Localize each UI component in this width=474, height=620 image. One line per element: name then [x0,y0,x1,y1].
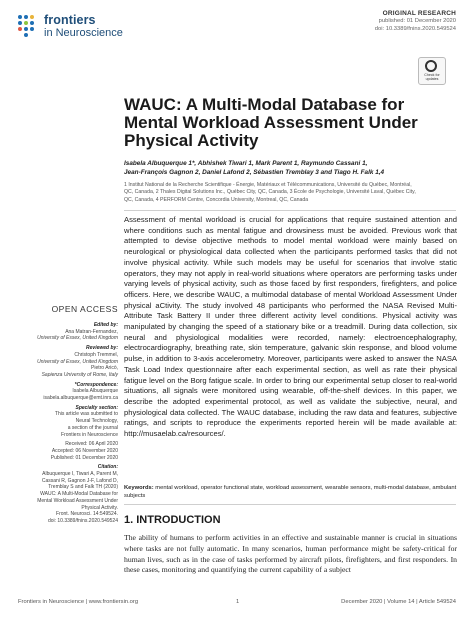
check-updates-label: Check for updates [424,73,440,81]
frontiers-logo[interactable] [18,13,158,47]
page-footer [18,599,456,609]
check-for-updates-button[interactable] [418,57,446,85]
published-date: Published: 01 December 2020 [50,454,118,461]
specialty-line: a section of the journal [67,424,118,431]
author-line: Jean-François Gagnon 2, Daniel Lafond 2, Sébastien Tremblay 3 and Tiago H. Falk 1,4 [124,169,385,176]
citation-line: Tremblay S and Falk TH (2020) [48,484,118,491]
publisher-name: frontiers [44,13,96,27]
open-access-label: OPEN ACCESS [51,304,118,314]
affiliation-line: 1 Institut National de la Recherche Scientifique - Énergie, Matériaux et Télécommunications, Université du Québec, Montréal, [124,182,412,188]
affiliations [124,182,454,204]
author-line: Isabela Albuquerque 1*, Abhishek Tiwari 1, Mark Parent 1, Raymundo Cassani 1, [124,160,368,167]
footer-journal[interactable]: Frontiers in Neuroscience | www.frontiersin.org [18,599,139,605]
footer-volume: December 2020 | Volume 14 | Article 549524 [341,599,456,605]
correspondence-name: Isabela Albuquerque [72,388,118,395]
intro-paragraph: The ability of humans to perform activities in an effective and sustainable manner is crucial in situations where tasks are not fully automatic. In many scenarios, human performance might be safety-critical for human lives, such as in the case of tasks performed by aircraft pilots, firefighters, and first responders. In these cases, monitoring and quantifying the current capability of a subject [124,533,457,575]
editor-affiliation: University of Essex, United Kingdom [37,335,118,342]
citation-line: Mental Workload Assessment Under [37,497,118,504]
editor-name: Ana Matran-Fernandez, [65,328,118,335]
citation-line: doi: 10.3389/fnins.2020.549524 [47,517,118,524]
keywords-label: Keywords: [124,485,154,491]
reviewed-label: Reviewed by: [86,345,118,352]
citation-label: Citation: [97,464,118,471]
specialty-line: Frontiers in Neuroscience [61,431,118,438]
received-date: Received: 06 April 2020 [65,441,118,448]
specialty-line: Neural Technology, [75,418,118,425]
article-info-sidebar [18,322,118,528]
frontiers-logo-icon [18,15,40,41]
citation-line: Albuquerque I, Tiwari A, Parent M, [42,471,118,478]
divider [124,210,456,211]
affiliation-line: QC, Canada, 4 PERFORM Centre, Concordia University, Montreal, QC, Canada [124,196,309,203]
refresh-icon [425,60,437,72]
specialty-line: This article was submitted to [54,411,118,418]
affiliation-line: QC, Canada, 2 Thales Digital Solutions Inc., Québec City, QC, Canada, 3 École de Psychologie, Université Laval, Québec City, [124,189,416,196]
published-date: published: 01 December 2020 [378,18,456,24]
keywords-text: mental workload, operator functional state, workload assessment, wearable sensors, multi-modal database, ambulant subjects [124,485,457,499]
reviewer-name: Pietro Aricò, [91,365,118,372]
abstract: Assessment of mental workload is crucial for applications that require sustained attention and where conditions such as mental fatigue and drowsiness must be avoided. Previous work that attempted to devise objective methods to model mental workload were mainly based on neurological or physiological data collected when the participants performed tasks that did not involve physical activity. While such models may be useful for scenarios that involve static operators, they may not apply in real-world situations where operators are performing tasks under varying levels of physical activity, such as those faced by first responders, firefighters, and police officers. Here, we describe WAUC, a multimodal database of mental Workload Assessment Under physical aCtivity. The study involved 48 participants who performed the NASA Revised Multi-Attribute Task Battery II under three different activity level conditions. Physical activity was manipulated by changing the speed of a stationary bike or a treadmill. During data collection, six neural and physiological modalities were recorded, namely: electroencephalography, electrocardiography, breathing rate, skin temperature, galvanic skin response, and blood volume pulse, in addition to 3-axis accelerometry. Moreover, participants were asked to answer the NASA Task Load Index questionnaire after each experimental section, as well as rate their physical fatigue level on the Borg fatigue scale. In order to bring our experimental setup closer to real-world situations, all signals were monitored using wearable, off-the-shelf devices. In this paper, we describe the adopted experimental protocol, as well as validate the subjective, neural, and physiological data collected. The WAUC database, including the raw data and features, subjective ratings, and scripts to reproduce the experiments reported herein will be made available at: http://musaelab.ca/resources/. [124,215,457,439]
article-type: ORIGINAL RESEARCH [382,10,456,17]
section-heading: 1. INTRODUCTION [124,514,221,526]
article-title: WAUC: A Multi-Modal Database for Mental Workload Assessment Under Physical Activity [124,95,418,150]
edited-label: Edited by: [93,322,118,328]
citation-line: WAUC: A Multi-Modal Database for [40,491,118,498]
citation-line: Front. Neurosci. 14:549524. [56,511,118,518]
correspondence-label: *Correspondence: [74,381,118,388]
reviewer-name: Christoph Tremmel, [74,351,118,358]
correspondence-email[interactable]: isabela.albuquerque@emt.inrs.ca [43,395,118,402]
reviewer-affiliation: University of Essex, United Kingdom [37,358,118,365]
journal-name: in Neuroscience [44,27,123,39]
doi[interactable]: doi: 10.3389/fnins.2020.549524 [374,26,456,32]
divider [124,504,456,505]
citation-line: Cassani R, Gagnon J-F, Lafond D, [41,477,118,484]
specialty-label: Specialty section: [75,404,118,411]
page-number: 1 [236,599,240,605]
keywords [124,484,457,500]
author-list [124,159,454,177]
citation-line: Physical Activity. [81,504,118,511]
accepted-date: Accepted: 06 November 2020 [51,447,118,454]
reviewer-affiliation: Sapienza University of Rome, Italy [41,371,118,378]
article-meta [296,10,456,33]
